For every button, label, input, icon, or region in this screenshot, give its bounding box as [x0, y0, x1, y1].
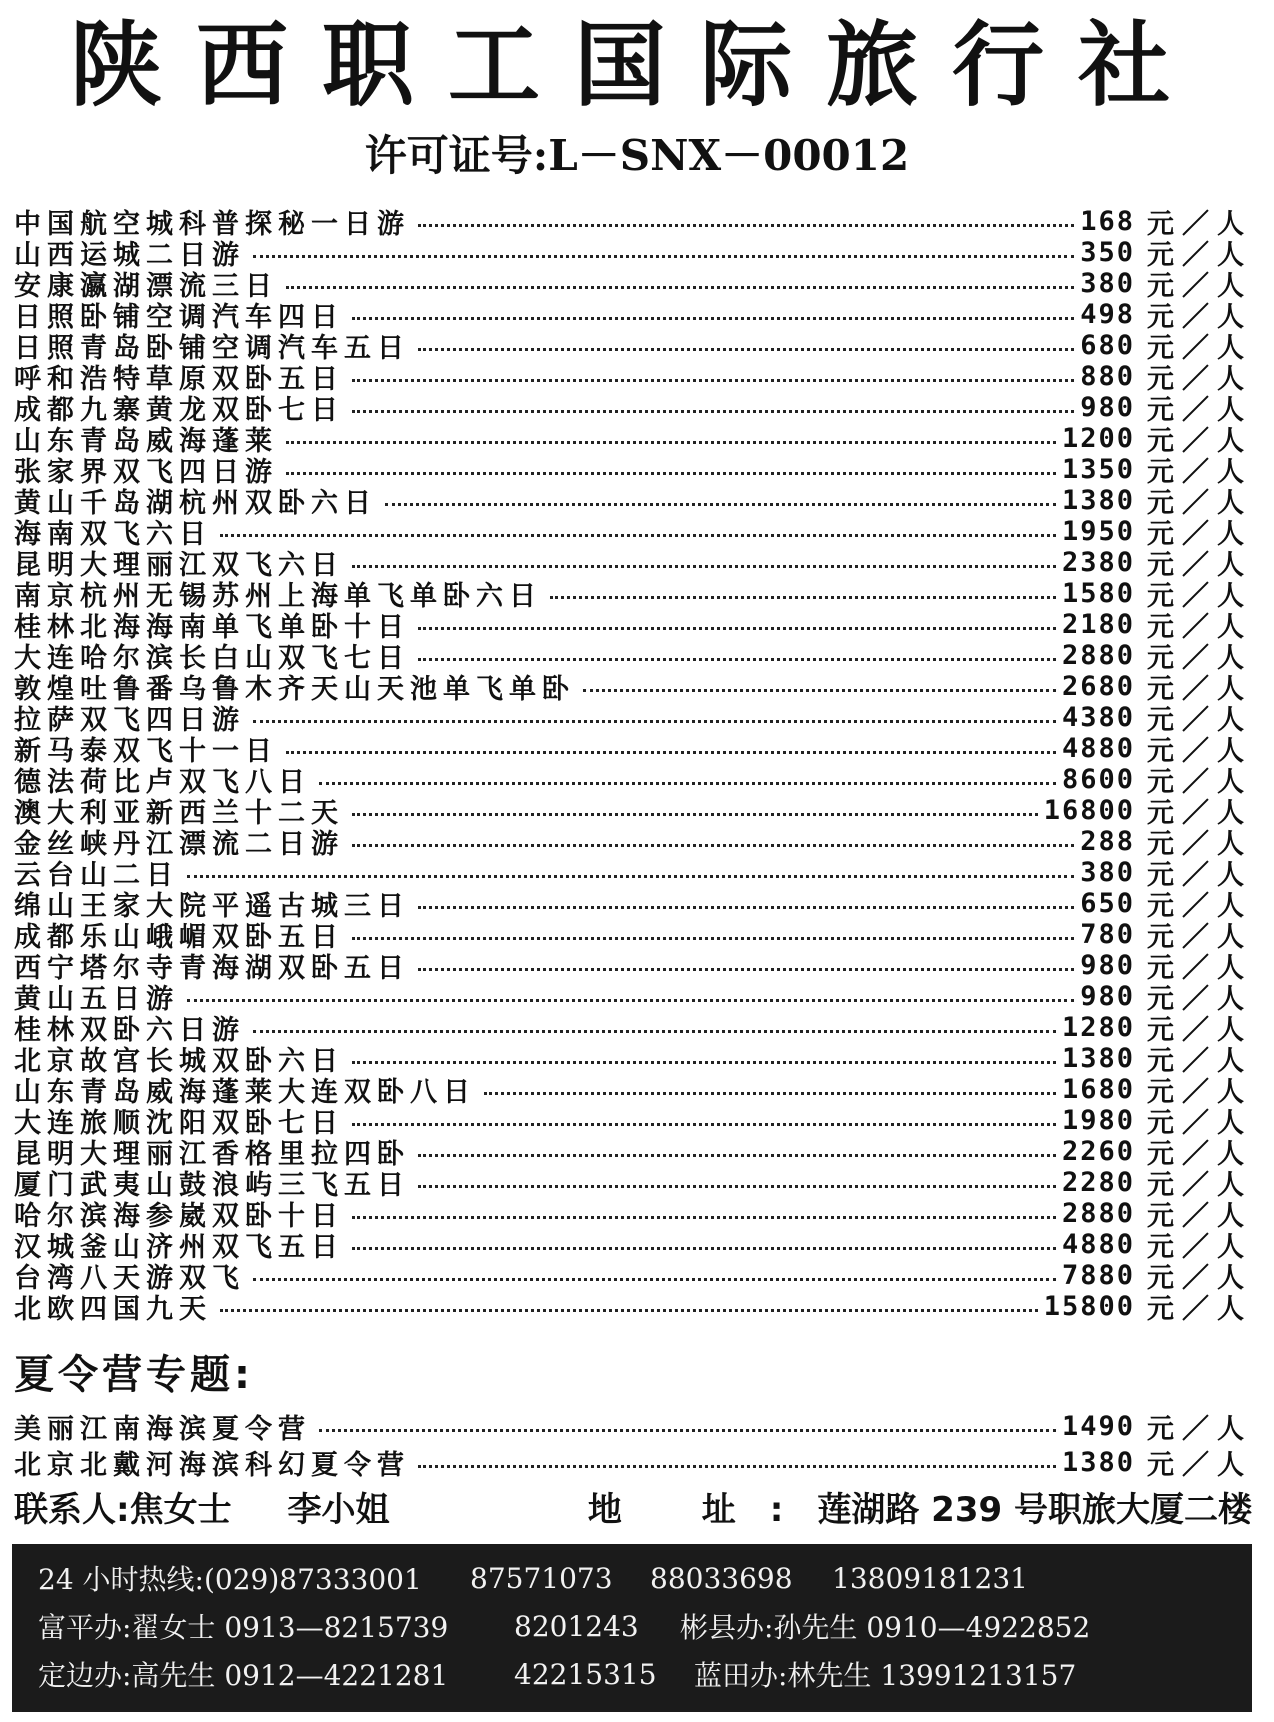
price-row: [14, 950, 1252, 984]
leader-dots: [220, 1309, 1038, 1312]
tour-price: 4880: [1061, 1229, 1135, 1260]
address-value: 莲湖路 239 号职旅大厦二楼: [817, 1490, 1252, 1530]
price-unit: 元／人: [1147, 1170, 1252, 1201]
tour-name: 中国航空城科普探秘一日游: [14, 209, 410, 240]
tour-price: 1350: [1061, 454, 1135, 485]
leader-dots: [253, 255, 1074, 258]
tour-name: 日照青岛卧铺空调汽车五日: [14, 333, 410, 364]
tour-price: 380: [1080, 857, 1135, 888]
tour-name: 德法荷比卢双飞八日: [14, 767, 311, 798]
tour-price: 780: [1080, 919, 1135, 950]
price-unit: 元／人: [1147, 1108, 1252, 1139]
leader-dots: [253, 1278, 1056, 1281]
tour-name: 厦门武夷山鼓浪屿三飞五日: [14, 1170, 410, 1201]
hotline-box: [12, 1544, 1252, 1712]
tour-price: 1380: [1061, 1043, 1135, 1074]
leader-dots: [418, 627, 1056, 630]
office-row-1: [38, 1602, 1228, 1650]
tour-name: 敦煌吐鲁番乌鲁木齐天山天池单飞单卧: [14, 674, 575, 705]
summer-camp-list: [14, 1408, 1252, 1480]
tour-name: 台湾八天游双飞: [14, 1263, 245, 1294]
tour-name: 成都乐山峨嵋双卧五日: [14, 922, 344, 953]
leader-dots: [352, 1123, 1056, 1126]
tour-name: 山西运城二日游: [14, 240, 245, 271]
tour-name: 安康瀛湖漂流三日: [14, 271, 278, 302]
tour-name: 绵山王家大院平遥古城三日: [14, 891, 410, 922]
contact-people: [14, 1488, 433, 1532]
leader-dots: [352, 410, 1074, 413]
leader-dots: [352, 1247, 1056, 1250]
tour-name: 南京杭州无锡苏州上海单飞单卧六日: [14, 581, 542, 612]
price-unit: 元／人: [1147, 860, 1252, 891]
tour-price: 1980: [1061, 1105, 1135, 1136]
price-unit: 元／人: [1147, 984, 1252, 1015]
leader-dots: [187, 999, 1074, 1002]
tour-price: 2880: [1061, 640, 1135, 671]
tour-name: 黄山千岛湖杭州双卧六日: [14, 488, 377, 519]
leader-dots: [286, 286, 1074, 289]
tour-name: 北京故宫长城双卧六日: [14, 1046, 344, 1077]
tour-price: 2880: [1061, 1198, 1135, 1229]
price-unit: 元／人: [1147, 1232, 1252, 1263]
tour-price: 4380: [1061, 702, 1135, 733]
tour-name: 海南双飞六日: [14, 519, 212, 550]
tour-name: 黄山五日游: [14, 984, 179, 1015]
tour-name: 西宁塔尔寺青海湖双卧五日: [14, 953, 410, 984]
price-unit: 元／人: [1147, 488, 1252, 519]
price-unit: 元／人: [1147, 550, 1252, 581]
office-row-2: [38, 1650, 1228, 1698]
price-unit: 元／人: [1147, 798, 1252, 829]
binxian-office: 彬县办:孙先生 0910—4922852: [680, 1611, 1091, 1644]
tour-price: 980: [1080, 981, 1135, 1012]
tour-name: 昆明大理丽江香格里拉四卧: [14, 1139, 410, 1170]
price-row: [14, 1444, 1252, 1480]
tour-price: 980: [1080, 392, 1135, 423]
price-unit: 元／人: [1147, 1046, 1252, 1077]
tour-name: 桂林双卧六日游: [14, 1015, 245, 1046]
agency-title: 陕西职工国际旅行社: [69, 11, 1204, 119]
leader-dots: [286, 751, 1056, 754]
leader-dots: [352, 379, 1074, 382]
price-unit: 元／人: [1147, 1077, 1252, 1108]
tour-name: 大连哈尔滨长白山双飞七日: [14, 643, 410, 674]
leader-dots: [319, 1429, 1056, 1432]
tour-name: 桂林北海海南单飞单卧十日: [14, 612, 410, 643]
contact-person-1: 联系人:焦女士: [14, 1490, 232, 1530]
tour-price: 7880: [1061, 1260, 1135, 1291]
tour-name: 成都九寨黄龙双卧七日: [14, 395, 344, 426]
price-unit: 元／人: [1147, 612, 1252, 643]
price-unit: 元／人: [1147, 1294, 1252, 1325]
price-unit: 元／人: [1147, 767, 1252, 798]
leader-dots: [352, 937, 1074, 940]
tour-name: 汉城釜山济州双飞五日: [14, 1232, 344, 1263]
tour-name: 呼和浩特草原双卧五日: [14, 364, 344, 395]
price-unit: 元／人: [1147, 736, 1252, 767]
tour-price: 380: [1080, 268, 1135, 299]
tour-price-list: [14, 206, 1252, 1325]
price-unit: 元／人: [1147, 922, 1252, 953]
price-unit: 元／人: [1147, 426, 1252, 457]
leader-dots: [220, 534, 1056, 537]
tour-name: 新马泰双飞十一日: [14, 736, 278, 767]
leader-dots: [418, 906, 1074, 909]
leader-dots: [418, 1465, 1056, 1468]
tour-name: 昆明大理丽江双飞六日: [14, 550, 344, 581]
price-unit: 元／人: [1147, 302, 1252, 333]
leader-dots: [352, 1216, 1056, 1219]
tour-price: 650: [1080, 888, 1135, 919]
leader-dots: [352, 813, 1038, 816]
hotline-row: [38, 1554, 1228, 1602]
tour-price: 1380: [1061, 485, 1135, 516]
tour-price: 1490: [1061, 1410, 1135, 1442]
leader-dots: [418, 968, 1074, 971]
tour-price: 15800: [1043, 1291, 1135, 1322]
tour-name: 山东青岛威海蓬莱大连双卧八日: [14, 1077, 476, 1108]
price-row: [14, 1291, 1252, 1325]
tour-name: 金丝峡丹江漂流二日游: [14, 829, 344, 860]
tour-price: 1280: [1061, 1012, 1135, 1043]
dingbian-office-2: 42215315: [514, 1657, 657, 1691]
tour-name: 日照卧铺空调汽车四日: [14, 302, 344, 333]
tour-price: 2280: [1061, 1167, 1135, 1198]
price-row: [14, 826, 1252, 860]
tour-name: 澳大利亚新西兰十二天: [14, 798, 344, 829]
leader-dots: [319, 782, 1056, 785]
tour-price: 4880: [1061, 733, 1135, 764]
tour-price: 980: [1080, 950, 1135, 981]
leader-dots: [187, 875, 1074, 878]
leader-dots: [253, 1030, 1056, 1033]
tour-name: 北京北戴河海滨科幻夏令营: [14, 1449, 410, 1481]
tour-price: 1580: [1061, 578, 1135, 609]
leader-dots: [352, 844, 1074, 847]
contact-line: [14, 1488, 1252, 1532]
tour-name: 云台山二日: [14, 860, 179, 891]
tour-price: 1380: [1061, 1446, 1135, 1478]
price-row: [14, 1408, 1252, 1444]
leader-dots: [418, 1185, 1056, 1188]
price-unit: 元／人: [1147, 643, 1252, 674]
tour-name: 美丽江南海滨夏令营: [14, 1413, 311, 1445]
tour-price: 1200: [1061, 423, 1135, 454]
fuping-office-2: 8201243: [514, 1609, 639, 1643]
tour-price: 288: [1080, 826, 1135, 857]
tour-price: 2380: [1061, 547, 1135, 578]
tour-price: 8600: [1061, 764, 1135, 795]
leader-dots: [418, 348, 1074, 351]
leader-dots: [418, 1154, 1056, 1157]
leader-dots: [286, 441, 1056, 444]
license-number: 许可证号:L－SNX－00012: [364, 131, 910, 180]
fuping-office: 富平办:翟女士 0913—8215739: [38, 1611, 449, 1644]
hotline-main: 24 小时热线:(029)87333001: [38, 1563, 422, 1596]
tour-price: 16800: [1043, 795, 1135, 826]
tour-name: 山东青岛威海蓬莱: [14, 426, 278, 457]
tour-price: 1950: [1061, 516, 1135, 547]
hotline-number-2: 87571073: [470, 1561, 613, 1595]
contact-person-2: 李小姐: [287, 1490, 390, 1530]
price-unit: 元／人: [1147, 1449, 1252, 1481]
tour-price: 168: [1080, 206, 1135, 237]
tour-price: 680: [1080, 330, 1135, 361]
tour-price: 350: [1080, 237, 1135, 268]
leader-dots: [286, 472, 1056, 475]
price-unit: 元／人: [1147, 333, 1252, 364]
price-unit: 元／人: [1147, 705, 1252, 736]
hotline-number-3: 88033698: [650, 1561, 793, 1595]
tour-name: 哈尔滨海参崴双卧十日: [14, 1201, 344, 1232]
tour-price: 498: [1080, 299, 1135, 330]
tour-price: 2680: [1061, 671, 1135, 702]
leader-dots: [484, 1092, 1056, 1095]
leader-dots: [418, 658, 1056, 661]
leader-dots: [352, 1061, 1056, 1064]
tour-name: 北欧四国九天: [14, 1294, 212, 1325]
price-unit: 元／人: [1147, 581, 1252, 612]
tour-price: 2180: [1061, 609, 1135, 640]
leader-dots: [352, 317, 1074, 320]
price-unit: 元／人: [1147, 1015, 1252, 1046]
tour-name: 大连旅顺沈阳双卧七日: [14, 1108, 344, 1139]
price-unit: 元／人: [1147, 271, 1252, 302]
price-unit: 元／人: [1147, 240, 1252, 271]
tour-price: 2260: [1061, 1136, 1135, 1167]
address-label: 地 址:: [587, 1490, 818, 1530]
leader-dots: [253, 720, 1056, 723]
price-unit: 元／人: [1147, 209, 1252, 240]
hotline-number-4: 13809181231: [832, 1561, 1028, 1595]
summer-camp-title: 夏令营专题:: [14, 1352, 254, 1398]
price-unit: 元／人: [1147, 674, 1252, 705]
price-unit: 元／人: [1147, 829, 1252, 860]
price-unit: 元／人: [1147, 519, 1252, 550]
leader-dots: [385, 503, 1056, 506]
tour-name: 拉萨双飞四日游: [14, 705, 245, 736]
price-unit: 元／人: [1147, 953, 1252, 984]
price-unit: 元／人: [1147, 1413, 1252, 1445]
dingbian-office: 定边办:高先生 0912—4221281: [38, 1659, 449, 1692]
price-unit: 元／人: [1147, 1263, 1252, 1294]
price-unit: 元／人: [1147, 364, 1252, 395]
price-unit: 元／人: [1147, 395, 1252, 426]
contact-address: [588, 1488, 1252, 1532]
lantian-office: 蓝田办:林先生 13991213157: [694, 1659, 1077, 1692]
tour-price: 880: [1080, 361, 1135, 392]
tour-price: 1680: [1061, 1074, 1135, 1105]
tour-name: 张家界双飞四日游: [14, 457, 278, 488]
price-unit: 元／人: [1147, 457, 1252, 488]
leader-dots: [352, 565, 1056, 568]
leader-dots: [550, 596, 1056, 599]
leader-dots: [418, 224, 1074, 227]
price-unit: 元／人: [1147, 891, 1252, 922]
price-unit: 元／人: [1147, 1201, 1252, 1232]
price-unit: 元／人: [1147, 1139, 1252, 1170]
leader-dots: [583, 689, 1056, 692]
